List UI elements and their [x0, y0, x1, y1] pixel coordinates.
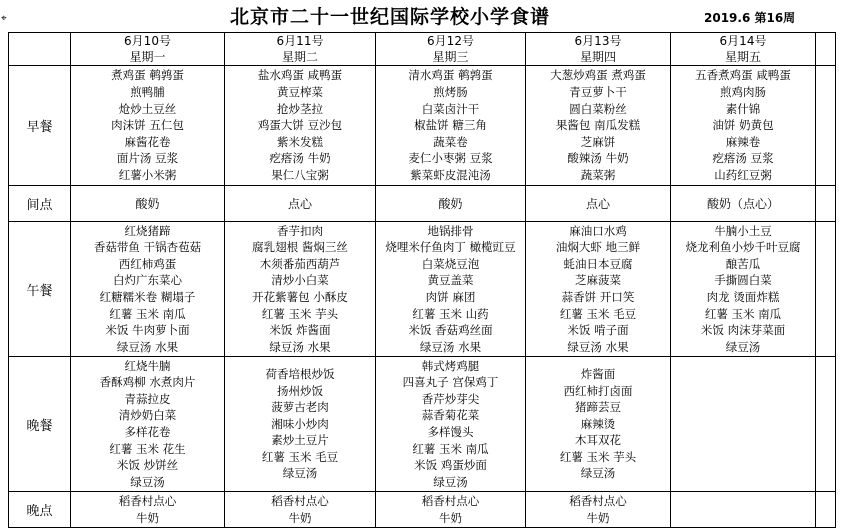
dish-line: 芝麻饼: [580, 134, 616, 149]
lunch-wed: [376, 222, 526, 357]
lunch-tue: [225, 222, 376, 357]
lunch-fri: [671, 222, 816, 357]
breakfast-wed: [376, 66, 526, 186]
dish-line: 牛奶: [136, 510, 159, 525]
day-header-wed: [376, 33, 526, 66]
spare-cell: [816, 492, 836, 528]
dish-line: 绿豆汤: [580, 466, 616, 481]
dish-line: 白灼广东菜心: [113, 273, 182, 288]
dish-line: 手撕圆白菜: [714, 273, 772, 288]
breakfast-tue: [225, 66, 376, 186]
dish-line: 肉龙 烫面炸糕: [706, 290, 780, 304]
dish-line: 猪蹄芸豆: [575, 400, 621, 415]
dish-line: 四喜丸子 宫保鸡丁: [402, 375, 499, 390]
day-header-tue: [225, 33, 376, 66]
dish-line: 煎鸡肉肠: [720, 85, 766, 100]
dish-line: 红薯 玉米 南瓜: [704, 306, 782, 321]
morning-snack-tue: 点心: [225, 186, 376, 222]
day-weekday: 星期一: [129, 50, 166, 64]
dish-line: 煎鸭脯: [130, 85, 165, 100]
dish-line: 绿豆汤: [130, 474, 165, 489]
dish-line: 多样馒头: [427, 425, 474, 439]
spare-cell: [816, 186, 836, 222]
page-title: 北京市二十一世纪国际学校小学食谱: [229, 6, 550, 28]
dish-line: 烧哩米仔鱼肉丁 橄榄豇豆: [385, 240, 516, 255]
dish-line: 盐水鸡蛋 咸鸭蛋: [257, 68, 343, 83]
day-weekday: 星期三: [432, 50, 469, 64]
dish-line: 米饭 香菇鸡丝面: [408, 323, 493, 338]
dish-line: 肉沫饼 五仁包: [111, 118, 184, 133]
dish-line: 麻辣烫: [580, 416, 616, 431]
lunch-row: [9, 222, 836, 357]
dish-line: 白菜卤汁干: [421, 101, 480, 116]
dish-line: 油饼 奶黄包: [712, 118, 774, 133]
day-date: 6月14号: [719, 34, 767, 48]
dish-line: 韩式烤鸡腿: [421, 358, 480, 373]
morning-snack-row: [9, 186, 836, 222]
breakfast-mon: [71, 66, 225, 186]
dish-line: 红薯 玉米 花生: [109, 441, 186, 456]
spare-cell: [816, 357, 836, 492]
day-date: 6月12号: [427, 34, 474, 48]
table-move-handle-icon[interactable]: ⌖: [1, 13, 7, 24]
evening-snack-tue: [225, 492, 376, 528]
dish-line: 青豆萝卜干: [569, 85, 627, 100]
dish-line: 木耳双花: [575, 433, 621, 448]
day-date: 6月13号: [574, 34, 622, 48]
dish-line: 绿豆汤 水果: [269, 339, 331, 354]
dish-line: 炸酱面: [580, 366, 616, 381]
dish-line: 面片汤 豆浆: [116, 151, 179, 166]
dish-line: 素什锦: [725, 101, 761, 116]
dish-line: 黄豆盖菜: [427, 273, 474, 288]
dish-line: 米饭 啃子面: [567, 323, 629, 338]
dish-line: 牛腩小土豆: [714, 223, 772, 238]
dish-line: 地锅排骨: [427, 223, 474, 238]
dish-line: 疙瘩汤 豆浆: [712, 151, 774, 166]
evening-snack-wed: [376, 492, 526, 528]
dish-line: 清水鸡蛋 鹌鹑蛋: [408, 68, 493, 83]
meal-label-morning-snack: 间点: [9, 186, 71, 222]
dish-line: 紫菜虾皮混沌汤: [410, 167, 491, 182]
dish-line: 红烧牛腩: [124, 358, 171, 373]
dish-line: 绿豆汤: [282, 466, 318, 481]
dish-line: 蒜香饼 开口笑: [561, 290, 635, 304]
breakfast-row: [9, 66, 836, 186]
dish-line: 白菜烧豆泡: [421, 256, 480, 271]
meal-label-evening-snack: 晚点: [9, 492, 71, 528]
dish-line: 绿豆汤 水果: [116, 339, 179, 354]
dish-line: 扬州炒饭: [277, 383, 323, 398]
dinner-fri: [671, 357, 816, 492]
dish-line: 木须番茄西葫芦: [259, 256, 341, 271]
dish-line: 麻辣卷: [725, 134, 761, 149]
dish-line: 红薯 玉米 南瓜: [412, 441, 489, 456]
dish-line: 五香煮鸡蛋 咸鸭蛋: [695, 68, 791, 83]
dish-line: 稻香村点心: [271, 493, 329, 508]
dish-line: 紫米发糕: [277, 134, 323, 149]
dinner-row: [9, 357, 836, 492]
day-weekday: 星期二: [281, 50, 318, 64]
dish-line: 清炒小白菜: [271, 273, 329, 288]
dish-line: 红薯 玉米 毛豆: [261, 449, 339, 464]
dish-line: 油焖大虾 地三鲜: [555, 240, 641, 255]
meal-label-lunch: 午餐: [9, 222, 71, 357]
dish-line: 绿豆汤 水果: [419, 339, 482, 354]
meal-label-breakfast: 早餐: [9, 66, 71, 186]
dish-line: 山药红豆粥: [714, 167, 772, 182]
dish-line: 煮鸡蛋 鹌鹑蛋: [111, 68, 184, 83]
dish-line: 蚝油日本豆腐: [563, 256, 633, 271]
spare-cell: [816, 66, 836, 186]
breakfast-fri: [671, 66, 816, 186]
dish-line: 红薯 玉米 芋头: [261, 306, 339, 321]
dish-line: 红薯 玉米 南瓜: [109, 306, 186, 321]
dish-line: 蔬菜粥: [580, 167, 616, 182]
dinner-tue: [225, 357, 376, 492]
day-weekday: 星期四: [579, 50, 616, 64]
dish-line: 稻香村点心: [421, 493, 480, 508]
evening-snack-fri: [671, 492, 816, 528]
dish-line: 鸡蛋大饼 豆沙包: [257, 118, 343, 133]
dinner-mon: [71, 357, 225, 492]
dish-line: 大葱炒鸡蛋 煮鸡蛋: [550, 68, 646, 83]
week-label: 2019.6 第16周: [704, 11, 796, 25]
lunch-mon: [71, 222, 225, 357]
evening-snack-mon: [71, 492, 225, 528]
morning-snack-thu: 点心: [526, 186, 671, 222]
dish-line: 香酥鸡柳 水煮肉片: [99, 375, 196, 390]
dish-line: 蔬菜卷: [433, 134, 468, 149]
dish-line: 红薯小米粥: [118, 167, 177, 182]
dish-line: 多样花卷: [124, 425, 171, 439]
day-weekday: 星期五: [724, 50, 761, 64]
dish-line: 香菇带鱼 干锅杏苞菇: [93, 240, 202, 255]
dish-line: 圆白菜粉丝: [569, 101, 627, 116]
dish-line: 炝炒土豆丝: [118, 101, 177, 116]
dish-line: 红烧猪蹄: [124, 223, 171, 238]
breakfast-thu: [526, 66, 671, 186]
dish-line: 红糖糯米卷 糊塌子: [99, 290, 196, 304]
dish-line: 果酱包 南瓜发糕: [555, 118, 641, 133]
dish-line: 椒盐饼 糖三角: [414, 118, 487, 133]
dish-line: 红薯 玉米 山药: [412, 306, 489, 321]
dish-line: 红薯 玉米 毛豆: [559, 306, 637, 321]
day-header-fri: [671, 33, 816, 66]
dish-line: 煎烤肠: [433, 85, 468, 100]
dish-line: 素炒土豆片: [271, 433, 329, 448]
dish-line: 清炒奶白菜: [118, 408, 177, 423]
dish-line: 酿苦瓜: [725, 256, 761, 271]
evening-snack-thu: [526, 492, 671, 528]
dish-line: 米饭 鸡蛋炒面: [414, 458, 487, 473]
day-date: 6月10号: [124, 34, 171, 48]
dish-line: 抢炒茎拉: [277, 101, 323, 116]
dish-line: 麻油口水鸡: [569, 223, 627, 238]
dish-line: 黄豆榨菜: [277, 85, 323, 100]
dish-line: 牛奶: [586, 510, 610, 525]
dish-line: 麻酱花卷: [124, 134, 171, 149]
dish-line: 腐乳翅根 酱焖三丝: [252, 240, 348, 255]
dish-line: 疙瘩汤 牛奶: [269, 151, 331, 166]
dish-line: 西红柿鸡蛋: [118, 256, 177, 271]
dish-line: 米饭 肉沫芽菜面: [700, 323, 786, 338]
spare-cell: [816, 222, 836, 357]
dish-line: 芝麻菠菜: [575, 273, 621, 288]
day-date: 6月11号: [276, 34, 324, 48]
dish-line: 米饭 炸酱面: [269, 323, 331, 338]
dish-line: 荷香培根炒饭: [265, 366, 335, 381]
dish-line: 肉饼 麻团: [425, 290, 476, 304]
day-header-mon: [71, 33, 225, 66]
dish-line: 绿豆汤 水果: [567, 339, 629, 354]
dinner-wed: [376, 357, 526, 492]
morning-snack-fri: 酸奶（点心）: [671, 186, 816, 222]
morning-snack-wed: 酸奶: [376, 186, 526, 222]
menu-table: [8, 32, 836, 528]
dish-line: 绿豆汤: [725, 339, 761, 354]
dish-line: 牛奶: [439, 510, 462, 525]
dish-line: 西红柿打卤面: [563, 383, 633, 398]
dish-line: 香芋扣肉: [277, 223, 323, 238]
spare-cell: [816, 33, 836, 66]
dish-line: 果仁八宝粥: [271, 167, 329, 182]
header-row: [9, 33, 836, 66]
morning-snack-mon: 酸奶: [71, 186, 225, 222]
evening-snack-row: [9, 492, 836, 528]
dish-line: 烧龙利鱼小炒千叶豆腐: [685, 240, 801, 255]
dish-line: 米饭 炒饼丝: [116, 458, 179, 473]
dish-line: 米饭 牛肉萝卜面: [105, 323, 190, 338]
dish-line: 青蒜拉皮: [124, 391, 171, 406]
dish-line: 蒜香菊花菜: [421, 408, 480, 423]
dish-line: 香芹炒芽尖: [421, 391, 480, 406]
dish-line: 麦仁小枣粥 豆浆: [408, 151, 493, 166]
dish-line: 红薯 玉米 芋头: [559, 449, 637, 464]
dish-line: 酸辣汤 牛奶: [567, 151, 629, 166]
dish-line: 绿豆汤: [433, 474, 468, 489]
lunch-thu: [526, 222, 671, 357]
meal-label-dinner: 晚餐: [9, 357, 71, 492]
dish-line: 湘味小炒肉: [271, 416, 329, 431]
dish-line: 牛奶: [288, 510, 312, 525]
header-corner-cell: [9, 33, 71, 66]
dish-line: 开花紫薯包 小酥皮: [252, 290, 348, 304]
dinner-thu: [526, 357, 671, 492]
day-header-thu: [526, 33, 671, 66]
dish-line: 稻香村点心: [118, 493, 177, 508]
dish-line: 稻香村点心: [569, 493, 627, 508]
dish-line: 菠萝古老肉: [271, 400, 329, 415]
